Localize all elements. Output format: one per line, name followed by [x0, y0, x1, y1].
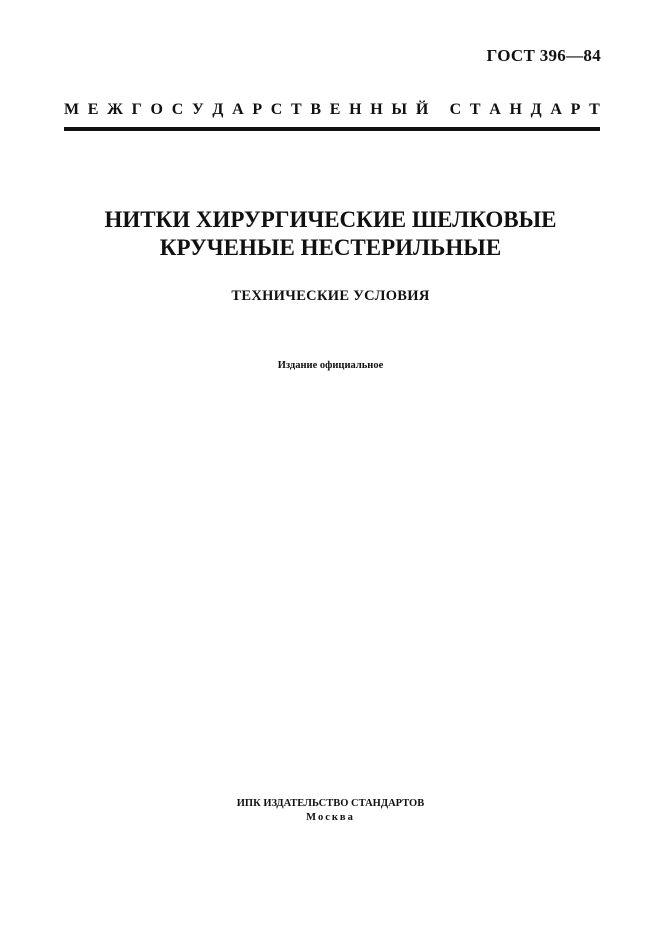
banner-letter: Й [415, 101, 429, 118]
banner-letter: Е [87, 101, 99, 118]
banner-letter: Р [252, 101, 263, 118]
banner-letter: Н [509, 101, 523, 118]
banner-letter: Р [570, 101, 581, 118]
edition-note: Издание официальное [277, 360, 384, 371]
banner-letter: Д [212, 101, 224, 118]
document-subtitle: ТЕХНИЧЕСКИЕ УСЛОВИЯ [231, 288, 430, 304]
banner-letter: А [489, 101, 502, 118]
banner-letter: Т [589, 101, 600, 118]
banner-letter: С [171, 101, 184, 118]
standard-type-banner [64, 100, 600, 120]
banner-letter: Т [291, 101, 302, 118]
banner-letter: Т [469, 101, 481, 118]
banner-letter: А [550, 101, 563, 118]
document-number: ГОСТ 396—84 [486, 46, 601, 65]
document-title [0, 206, 661, 262]
banner-letter: Г [131, 101, 143, 118]
banner-rule [64, 127, 600, 131]
banner-letter: В [310, 101, 322, 118]
banner-letter: Н [370, 101, 383, 118]
banner-letter: Ж [107, 101, 124, 118]
banner-letter: Ы [391, 101, 408, 118]
publisher-city: Москва [306, 812, 355, 823]
document-title-line-2: КРУЧЕНЫЕ НЕСТЕРИЛЬНЫЕ [159, 235, 502, 260]
banner-letter: Д [530, 101, 542, 118]
banner-space [437, 100, 441, 120]
publisher-block [0, 797, 661, 825]
banner-letters [64, 100, 600, 120]
publisher-name: ИПК ИЗДАТЕЛЬСТВО СТАНДАРТОВ [236, 798, 425, 809]
banner-letter: У [191, 101, 204, 118]
banner-letter: Е [329, 101, 341, 118]
banner-letter: О [150, 101, 164, 118]
banner-letter: А [232, 101, 244, 118]
banner-letter: С [449, 101, 462, 118]
banner-letter: М [64, 101, 80, 118]
banner-letter: Н [349, 101, 362, 118]
document-title-line-1: НИТКИ ХИРУРГИЧЕСКИЕ ШЕЛКОВЫЕ [104, 207, 557, 232]
banner-letter: С [270, 101, 283, 118]
